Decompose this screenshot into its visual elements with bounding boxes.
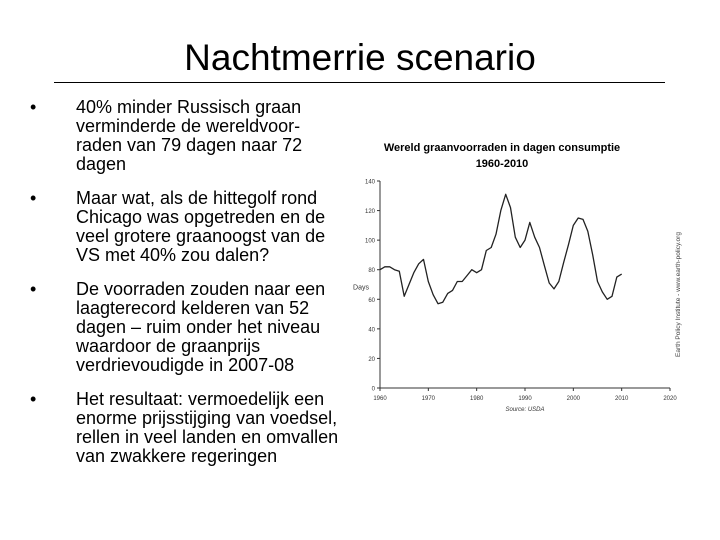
chart-source: Source: USDA: [505, 407, 545, 413]
bullet-symbol: •: [30, 279, 37, 299]
y-tick-label: 0: [371, 386, 375, 393]
y-tick-label: 140: [364, 179, 375, 186]
bullet-text: De voorraden zouden naar een laagterecord kelderen van 52 dagen – ruim onder het niveau waardoor de graanprijs verdrievoudigde in 2007-08: [76, 279, 326, 375]
y-tick-label: 40: [368, 327, 375, 334]
title-underline: [54, 82, 665, 83]
y-tick-label: 120: [364, 209, 375, 216]
x-tick-label: 1990: [518, 396, 532, 402]
x-tick-label: 1980: [469, 396, 484, 402]
bullet-item: [30, 189, 345, 265]
bullet-symbol: •: [30, 97, 37, 117]
series-line: [380, 194, 622, 303]
y-axis-label: Days: [353, 284, 369, 292]
chart-watermark: Earth Policy Institute - www.earth-policy.org: [675, 232, 682, 357]
y-tick-label: 20: [368, 356, 375, 363]
bullet-symbol: •: [30, 389, 37, 409]
x-tick-label: 2010: [614, 396, 629, 402]
y-tick-label: 80: [368, 268, 375, 275]
x-tick-label: 1960: [373, 396, 387, 402]
bullet-item: [30, 390, 345, 466]
x-tick-label: 1970: [421, 396, 436, 402]
chart: [352, 134, 692, 424]
bullet-text: 40% minder Russisch graan verminderde de wereldvoor-raden van 79 dagen naar 72 dagen: [76, 97, 303, 174]
x-tick-label: 2020: [663, 396, 677, 402]
bullet-text: Maar wat, als de hittegolf rond Chicago was opgetreden en de veel grotere graanoogst van de VS met 40% zou dalen?: [76, 188, 326, 265]
chart-subtitle: 1960-2010: [475, 158, 529, 170]
bullet-symbol: •: [30, 188, 37, 208]
y-tick-label: 100: [364, 238, 375, 245]
bullet-item: [30, 98, 345, 174]
chart-svg: [352, 134, 692, 424]
y-tick-label: 60: [368, 297, 375, 304]
bullet-list: [30, 98, 345, 466]
chart-title-text: Wereld graanvoorraden in dagen consumptie: [383, 142, 621, 154]
slide-title: Nachtmerrie scenario: [184, 37, 536, 78]
bullet-item: [30, 280, 345, 375]
bullet-text: Het resultaat: vermoedelijk een enorme prijsstijging van voedsel, rellen in veel landen en omvallen van zwakkere regeringen: [76, 389, 339, 466]
x-tick-label: 2000: [566, 396, 581, 402]
